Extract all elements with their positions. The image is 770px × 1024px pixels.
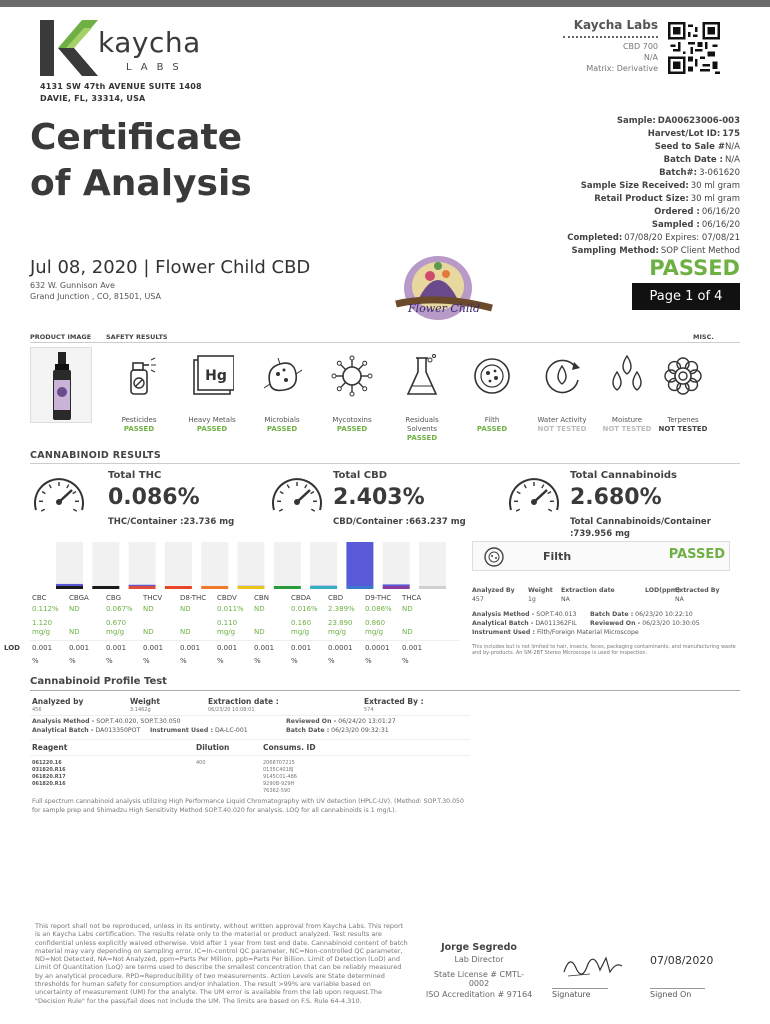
safety-item-filth xyxy=(457,354,527,434)
product-image xyxy=(30,347,92,423)
metadata-label: Retail Product Size: xyxy=(594,194,689,204)
total-per-container: CBD/Container :663.237 mg xyxy=(333,517,466,527)
table-cell: D8-THC xyxy=(180,594,207,602)
table-cell: 2.389% xyxy=(328,605,355,613)
total-label: Total THC xyxy=(108,470,162,481)
safety-label: Terpenes xyxy=(667,416,699,424)
profile-batch: Analytical Batch - DA013350POT xyxy=(32,727,141,734)
metadata-value: 30 ml gram xyxy=(690,194,740,204)
signer-title: Lab Director xyxy=(454,955,504,964)
table-cell: 0.001 xyxy=(254,644,275,652)
dotted-divider xyxy=(563,36,658,38)
filth-value: NA xyxy=(675,596,684,603)
metadata-label: Harvest/Lot ID: xyxy=(647,129,721,139)
bar-swatch xyxy=(383,586,410,589)
metadata-row xyxy=(567,154,740,167)
table-cell: mg/g xyxy=(106,628,125,636)
metadata-row xyxy=(567,141,740,154)
state-license: State License # CMTL-0002 xyxy=(433,970,525,988)
table-cell: % xyxy=(402,657,409,665)
reagent-header: Dilution xyxy=(196,743,230,752)
divider xyxy=(30,640,460,641)
lab-info xyxy=(438,18,658,74)
profile-header: Weight xyxy=(130,697,160,706)
bar-swatch xyxy=(129,586,156,589)
bar-cbc xyxy=(56,584,83,586)
table-cell: 0.112% xyxy=(32,605,59,613)
profile-note: Full spectrum cannabinoid analysis utilizing High Performance Liquid Chromatography with UV detection (HPLC-UV). (Method: SOP.T.30.050 for sample prep and Shimadzu High Sensitivity Method SOP.T.40.020 for analysis. LOQ for all cannabinoids is 1 mg/L). xyxy=(32,798,464,814)
disclaimer-text: This report shall not be reproduced, unless in its entirety, without written approval from Kaycha Labs. This report is an Kaycha Labs certification. The results relate only to the material or product analyzed. Test results are confidential unless explicitly waived otherwise. Void after 1 year from test end date. Cannabinoid content of batch material may vary depending on sampling error. IC=In-control QC parameter, NC=Non-controlled QC parameter, ND=Not Detected, NA=Not Analyzed, ppm=Parts Per Million, ppb=Parts Per Billion. Limit of Detection (LoD) and Limit Of Quantitation (LoQ) are terms used to describe the smallest concentration that can be reliably measured by an analytical procedure. RPD=Reproducibility of two measurements. Action Levels are State determined thresholds for human safety for consumption and/or inhalation. The result >99% are variable based on uncertainty of measurement (UM) for the analyte. The UM error is available from the lab upon request.The "Decision Rule" for the pass/fail does not include the UM. The limits are based on F.S. Rule 64-4.310. xyxy=(35,922,408,1005)
reagent-header: Consums. ID xyxy=(263,743,316,752)
safety-status: PASSED xyxy=(123,425,155,433)
filth-batch: Analytical Batch - DA011362FIL xyxy=(472,620,577,627)
bar-background xyxy=(274,542,301,586)
metadata-row xyxy=(567,115,740,128)
table-cell: % xyxy=(69,657,76,665)
profile-instrument: Instrument Used : DA-LC-001 xyxy=(150,727,248,734)
cannabinoid-table xyxy=(4,594,462,672)
terpenes-icon xyxy=(661,354,705,398)
bar-d9-thc xyxy=(383,584,410,586)
table-cell: ND xyxy=(180,628,191,636)
safety-item-mycotoxins xyxy=(317,354,387,434)
divider xyxy=(30,755,470,756)
total-value: 0.086% xyxy=(108,485,200,510)
table-cell: 0.860 xyxy=(365,619,386,627)
safety-item-water-activity xyxy=(527,354,597,434)
cannabinoid-results-heading: CANNABINOID RESULTS xyxy=(30,450,161,461)
water-activity-icon xyxy=(540,354,584,398)
table-cell: mg/g xyxy=(365,628,384,636)
total-value: 2.680% xyxy=(570,485,662,510)
flask-icon xyxy=(400,354,444,398)
table-cell: 23.890 xyxy=(328,619,353,627)
filth-header: LOD(ppm) xyxy=(645,587,681,594)
divider xyxy=(30,715,470,716)
signature-label: Signature xyxy=(552,990,591,999)
reagent-header: Reagent xyxy=(32,743,68,752)
sample-metadata xyxy=(567,115,740,258)
metadata-value: 06/16/20 xyxy=(701,220,740,230)
safety-status: PASSED xyxy=(266,425,298,433)
safety-label: Pesticides xyxy=(121,416,157,424)
metadata-label: Sample Size Received: xyxy=(580,181,689,191)
gauge-icon xyxy=(505,472,563,514)
bar-background xyxy=(419,542,446,586)
safety-item-terpenes xyxy=(648,354,718,434)
signed-date: 07/08/2020 xyxy=(650,954,714,967)
reagent-id: 061820.R17 xyxy=(32,774,66,780)
metadata-row xyxy=(567,206,740,219)
logo-subtext: LABS xyxy=(126,62,188,73)
table-cell: % xyxy=(254,657,261,665)
table-cell: 0.110 xyxy=(217,619,238,627)
metadata-label: Sampled : xyxy=(651,220,700,230)
table-cell: ND xyxy=(143,605,154,613)
profile-header: Extraction date : xyxy=(208,697,279,706)
metadata-row xyxy=(567,128,740,141)
safety-status: NOT TESTED xyxy=(658,425,708,433)
table-cell: 0.001 xyxy=(143,644,164,652)
safety-label: Microbials xyxy=(264,416,300,424)
table-cell: 0.067% xyxy=(106,605,133,613)
table-cell: 0.160 xyxy=(291,619,312,627)
safety-item-flask xyxy=(387,354,457,443)
bar-background xyxy=(129,542,156,586)
metadata-row xyxy=(567,180,740,193)
bar-swatch xyxy=(201,586,228,589)
total-per-container: Total Cannabinoids/Container :739.956 mg xyxy=(570,517,711,539)
metadata-label: Completed: xyxy=(567,233,623,243)
cannabinoid-bar-chart xyxy=(56,542,456,590)
total-block xyxy=(570,470,711,540)
filth-value: 457 xyxy=(472,596,484,603)
filth-header: Extracted By xyxy=(675,587,720,594)
table-cell: THCA xyxy=(402,594,422,602)
table-cell: CBG xyxy=(106,594,121,602)
total-value: 2.403% xyxy=(333,485,425,510)
reagent-id: 031820.R16 xyxy=(32,767,66,773)
filth-batch-date: Batch Date : 06/23/20 10:22:10 xyxy=(590,611,693,618)
metadata-label: Batch Date : xyxy=(663,155,723,165)
product-logo-text: Flower Child xyxy=(407,302,481,315)
consumable-id: 9145C01-486 xyxy=(263,774,297,780)
filth-value: NA xyxy=(561,596,570,603)
safety-label: Moisture xyxy=(611,416,643,424)
metadata-row xyxy=(567,219,740,232)
product-title: Jul 08, 2020 | Flower Child CBD xyxy=(30,257,311,278)
metadata-value: 07/08/20 Expires: 07/08/21 xyxy=(624,233,740,243)
moisture-icon xyxy=(605,354,649,398)
signature-line xyxy=(552,988,608,989)
safety-status: NOT TESTED xyxy=(602,425,652,433)
metadata-row xyxy=(567,193,740,206)
safety-status: PASSED xyxy=(476,425,508,433)
table-cell: 0.670 xyxy=(106,619,127,627)
filth-header: Extraction date xyxy=(561,587,615,594)
table-cell: 0.001 xyxy=(291,644,312,652)
bar-swatch xyxy=(238,586,265,589)
table-cell: ND xyxy=(254,628,265,636)
metadata-value: N/A xyxy=(724,155,740,165)
hg-label: Hg xyxy=(205,368,227,384)
table-cell: ND xyxy=(402,605,413,613)
table-cell: ND xyxy=(254,605,265,613)
filth-header: Weight xyxy=(528,587,553,594)
bar-swatch xyxy=(419,586,446,589)
flower-child-logo xyxy=(388,252,500,328)
table-cell: D9-THC xyxy=(365,594,392,602)
metadata-value: 3-061620 xyxy=(699,168,740,178)
lab-na: N/A xyxy=(643,53,658,62)
bar-background xyxy=(310,542,337,586)
lab-matrix: Matrix: Derivative xyxy=(586,64,658,73)
table-cell: 0.001 xyxy=(32,644,53,652)
bar-swatch xyxy=(165,586,192,589)
table-cell: CBDV xyxy=(217,594,237,602)
table-cell: % xyxy=(143,657,150,665)
table-cell: ND xyxy=(69,628,80,636)
table-cell: 0.001 xyxy=(69,644,90,652)
safety-status: NOT TESTED xyxy=(537,425,587,433)
consumable-id: 0135C4018J xyxy=(263,767,294,773)
safety-label: Residuals Solvents xyxy=(405,416,439,433)
profile-batch-date: Batch Date : 06/23/20 09:32:31 xyxy=(286,727,389,734)
table-cell: 0.011% xyxy=(217,605,244,613)
bar-background xyxy=(165,542,192,586)
lab-name: Kaycha Labs xyxy=(573,18,658,32)
table-cell: THCV xyxy=(143,594,163,602)
filth-panel xyxy=(472,541,730,571)
logo-text: kaycha xyxy=(98,26,201,59)
table-cell: 1.120 xyxy=(32,619,53,627)
microbials-icon xyxy=(260,354,304,398)
iso-accreditation: ISO Accreditation # 97164 xyxy=(425,990,533,999)
table-cell: mg/g xyxy=(217,628,236,636)
total-block xyxy=(108,470,234,528)
signer-name: Jorge Segredo xyxy=(441,942,517,953)
filth-title: Filth xyxy=(543,550,572,563)
profile-reviewed: Reviewed On - 06/24/20 13:01:27 xyxy=(286,718,396,725)
misc-label: MISC. xyxy=(693,333,714,341)
table-cell: % xyxy=(32,657,39,665)
signed-on-line xyxy=(650,988,705,989)
metadata-label: Sample: xyxy=(616,116,656,126)
table-cell: CBGA xyxy=(69,594,89,602)
table-cell: CBC xyxy=(32,594,47,602)
page-title: Certificate of Analysis xyxy=(30,117,252,204)
table-cell: 0.001 xyxy=(106,644,127,652)
metadata-label: Ordered : xyxy=(654,207,700,217)
table-cell: 0.086% xyxy=(365,605,392,613)
profile-test-title: Cannabinoid Profile Test xyxy=(30,676,167,687)
metadata-value: N/A xyxy=(724,142,740,152)
product-bottle-image xyxy=(31,348,93,424)
qr-code-icon[interactable] xyxy=(668,22,720,74)
total-block xyxy=(333,470,466,528)
metadata-label: Sampling Method: xyxy=(571,246,659,256)
signer-block xyxy=(424,942,534,999)
metadata-value: 30 ml gram xyxy=(690,181,740,191)
reagent-dilution: 400 xyxy=(196,760,206,766)
lab-product: CBD 700 xyxy=(622,42,658,51)
safety-label: Mycotoxins xyxy=(332,416,372,424)
filth-value: 1g xyxy=(528,596,536,603)
signature-image xyxy=(560,948,626,980)
safety-label: Heavy Metals xyxy=(188,416,236,424)
bar-background xyxy=(238,542,265,586)
table-cell: 0.001 xyxy=(402,644,423,652)
table-cell: mg/g xyxy=(328,628,347,636)
page-indicator: Page 1 of 4 xyxy=(632,283,740,310)
safety-item-heavy-metals xyxy=(177,354,247,434)
safety-label: Water Activity xyxy=(537,416,587,424)
divider xyxy=(30,739,470,740)
table-cell: 0.001 xyxy=(217,644,238,652)
reagent-id: 061220.16 xyxy=(32,760,62,766)
pesticides-icon xyxy=(117,354,161,398)
filth-note: This includes but is not limited to hair, insects, feces, packaging contaminants, and manufacturing waste and by-products. An SM-2BT Stereo Microscope is used for inspection. xyxy=(472,644,736,656)
profile-value: 06/23/20 10:08:01 xyxy=(208,707,255,713)
table-cell: % xyxy=(106,657,113,665)
metadata-value: 06/16/20 xyxy=(701,207,740,217)
safety-status: PASSED xyxy=(406,434,438,442)
table-cell: ND xyxy=(143,628,154,636)
total-per-container: THC/Container :23.736 mg xyxy=(108,517,235,527)
profile-header: Analyzed by xyxy=(32,697,84,706)
consumable-id: 76362-590 xyxy=(263,788,291,794)
profile-value: 456 xyxy=(32,707,42,713)
lab-address: 4131 SW 47th AVENUE SUITE 1408 DAVIE, FL, 33314, USA xyxy=(40,82,202,103)
divider xyxy=(30,342,740,343)
lod-label: LOD xyxy=(4,644,20,652)
profile-value: 3.1462g xyxy=(130,707,151,713)
bar-swatch xyxy=(56,586,83,589)
filth-header: Analyzed By xyxy=(472,587,515,594)
safety-status: PASSED xyxy=(336,425,368,433)
table-cell: CBN xyxy=(254,594,269,602)
divider xyxy=(30,690,740,691)
table-cell: ND xyxy=(402,628,413,636)
table-cell: ND xyxy=(180,605,191,613)
top-bar xyxy=(0,0,770,7)
kaycha-logo xyxy=(38,18,228,78)
table-cell: % xyxy=(180,657,187,665)
profile-method: Analysis Method - SOP.T.40.020, SOP.T.30.050 xyxy=(32,718,181,725)
bar-cbd xyxy=(346,542,373,586)
filth-icon xyxy=(470,354,514,398)
product-image-label: PRODUCT IMAGE xyxy=(30,333,92,341)
table-cell: % xyxy=(365,657,372,665)
bar-swatch xyxy=(346,586,373,589)
bar-background xyxy=(92,542,119,586)
table-cell: 0.001 xyxy=(180,644,201,652)
table-cell: 0.0001 xyxy=(365,644,390,652)
filth-icon xyxy=(483,546,505,568)
safety-item-pesticides xyxy=(104,354,174,434)
gauge-icon xyxy=(30,472,88,514)
bar-background xyxy=(383,542,410,586)
metadata-value: SOP Client Method xyxy=(660,246,740,256)
table-cell: % xyxy=(328,657,335,665)
safety-label: Filth xyxy=(484,416,500,424)
bar-cbg xyxy=(129,585,156,586)
table-cell: CBDA xyxy=(291,594,311,602)
table-cell: mg/g xyxy=(32,628,51,636)
total-label: Total CBD xyxy=(333,470,388,481)
reagent-id: 061820.R16 xyxy=(32,781,66,787)
bar-swatch xyxy=(310,586,337,589)
metadata-row xyxy=(567,167,740,180)
divider xyxy=(30,463,740,464)
consumable-id: 9290B-929H xyxy=(263,781,295,787)
table-cell: % xyxy=(291,657,298,665)
metadata-label: Batch#: xyxy=(659,168,698,178)
overall-status: PASSED xyxy=(649,256,740,280)
bar-background xyxy=(201,542,228,586)
table-cell: mg/g xyxy=(291,628,310,636)
metadata-value: DA00623006-003 xyxy=(657,116,740,126)
heavy-metals-icon xyxy=(190,354,234,398)
table-cell: % xyxy=(217,657,224,665)
table-cell: 0.0001 xyxy=(328,644,353,652)
product-address: 632 W. Gunnison Ave Grand Junction , CO, 81501, USA xyxy=(30,281,161,301)
filth-method1: Analysis Method - SOP.T.40.013 xyxy=(472,611,577,618)
bar-background xyxy=(56,542,83,586)
table-cell: ND xyxy=(69,605,80,613)
safety-status: PASSED xyxy=(196,425,228,433)
gauge-icon xyxy=(268,472,326,514)
consumable-id: 2068707215 xyxy=(263,760,295,766)
metadata-label: Seed to Sale # xyxy=(654,142,725,152)
mycotoxins-icon xyxy=(330,354,374,398)
metadata-row xyxy=(567,232,740,245)
kaycha-k-logo-icon xyxy=(38,18,100,78)
total-label: Total Cannabinoids xyxy=(570,470,677,481)
filth-status: PASSED xyxy=(668,547,725,562)
bar-swatch xyxy=(92,586,119,589)
safety-results-label: SAFETY RESULTS xyxy=(106,333,168,341)
filth-instrument: Instrument Used : Filth/Foreign Material Microscope xyxy=(472,629,639,636)
metadata-value: 175 xyxy=(722,129,740,139)
profile-header: Extracted By : xyxy=(364,697,424,706)
table-cell: CBD xyxy=(328,594,344,602)
table-cell: 0.016% xyxy=(291,605,318,613)
profile-value: 574 xyxy=(364,707,374,713)
safety-item-microbials xyxy=(247,354,317,434)
signed-on-label: Signed On xyxy=(650,990,692,999)
filth-reviewed: Reviewed On - 06/23/20 10:30:05 xyxy=(590,620,700,627)
bar-swatch xyxy=(274,586,301,589)
